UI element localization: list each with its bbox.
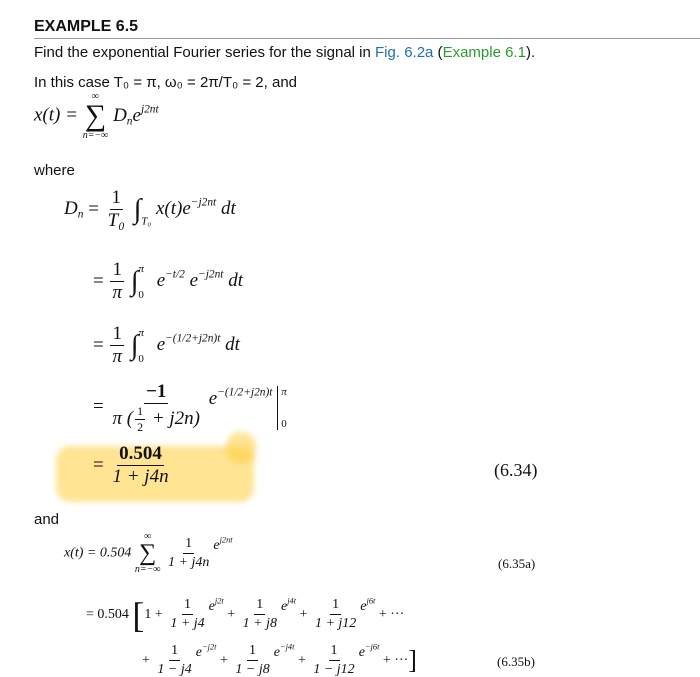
- 635b-term3: $\frac{1}{1 + j12}$: [314, 597, 357, 632]
- equation-line-5: = $\frac{0.504}{1 + j4n}$: [93, 443, 169, 487]
- line3-lower: 0: [138, 352, 144, 365]
- line2-upper: π: [138, 262, 144, 275]
- dn-equation: [64, 188, 236, 232]
- line4-exp: $e^{-(1/2+j2n)t}$: [208, 386, 273, 410]
- 635a-sum: ∞ ∑ n=−∞: [134, 531, 161, 575]
- eq-number-6-35a: (6.35a): [498, 556, 536, 571]
- eq-number-6-35b: (6.35b): [497, 654, 535, 669]
- 635b-lead: = 0.504: [86, 607, 129, 623]
- dn-lhs: $D_n$: [64, 198, 84, 221]
- 635b-term2: $\frac{1}{1 + j8}$: [242, 597, 277, 632]
- 635a-lhs: x(t) = 0.504: [64, 545, 132, 561]
- intro-after: ).: [525, 44, 536, 61]
- sum-symbol: ∞ ∑ n=−∞: [82, 91, 109, 141]
- 635b-term5: $\frac{1}{1 - j8}$: [235, 643, 270, 677]
- line2-fraction: $\frac{1}{\pi}$: [112, 259, 122, 303]
- sum-lower: n=−∞: [82, 129, 109, 141]
- integral-lower: T₀: [141, 215, 152, 228]
- 635b-term1: $\frac{1}{1 + j4}$: [170, 597, 205, 632]
- example-title: EXAMPLE 6.5: [34, 18, 139, 35]
- series-lhs: x(t) =: [34, 104, 78, 126]
- highlight-mark-top: [226, 432, 256, 464]
- eq-number-6-34: (6.34): [494, 460, 538, 480]
- where-label: where: [34, 162, 75, 179]
- 635b-term4: $\frac{1}{1 - j4}$: [157, 643, 192, 677]
- intro-mid: (: [433, 44, 443, 61]
- equation-line-4: = −1 π ( $\frac{1}{2}$ + j2n) $e^{-(1/2+j2n)t}$ π 0: [93, 381, 287, 434]
- intro-before: Find the exponential Fourier series for the signal in: [34, 44, 376, 61]
- series-term: $D_ne^{j2nt}$: [113, 103, 159, 128]
- dn-equals: =: [88, 198, 99, 220]
- dn-integrand: $x(t)e^{-j2nt}$ dt: [155, 196, 236, 220]
- equation-line-3: = $\frac{1}{\pi}$ ∫ π 0 $e^{-(1/2+j2n)t}$ dt: [93, 323, 240, 367]
- figure-link[interactable]: Fig. 6.2a: [375, 44, 434, 61]
- case-line: In this case T₀ = π, ω₀ = 2π/T₀ = 2, and: [34, 74, 298, 91]
- series-equation: [34, 92, 159, 141]
- equation-635b-line1: = 0.504 [1 + $\frac{1}{1 + j4}$ $e^{j2t}$ + $\frac{1}{1 + j8}$ $e^{j4t}$ + $\frac{1}{1 + j12}$ $e^{j6t}$ + ···: [86, 595, 405, 635]
- line3-upper: π: [138, 326, 144, 339]
- integral-symbol: ∫: [133, 193, 142, 225]
- 635a-fraction: $\frac{1}{1 + j4n}$: [168, 535, 210, 570]
- line2-integrand: $e^{-t/2}$ $e^{-j2nt}$ dt: [156, 268, 243, 292]
- line4-fraction: −1 π ( $\frac{1}{2}$ + j2n): [112, 381, 201, 434]
- equation-line-2: = $\frac{1}{\pi}$ ∫ π 0 $e^{-t/2}$ $e^{-j2nt}$ dt: [93, 259, 243, 303]
- and-label: and: [34, 511, 60, 528]
- line5-fraction: $\frac{0.504}{1 + j4n}$: [112, 443, 169, 487]
- sum-upper: ∞: [91, 91, 100, 102]
- example-link[interactable]: Example 6.1: [442, 44, 526, 61]
- 635b-term6: $\frac{1}{1 - j12}$: [313, 643, 355, 677]
- line2-lower: 0: [138, 288, 144, 301]
- line3-fraction: $\frac{1}{\pi}$: [112, 323, 122, 367]
- equation-635b-line2: + $\frac{1}{1 - j4}$ $e^{-j2t}$ + $\frac{1}{1 - j8}$ $e^{-j4t}$ + $\frac{1}{1 - j12}$ $e^{-j6t}$ + ···]: [142, 642, 417, 677]
- header-rule: [34, 38, 700, 39]
- line3-integrand: $e^{-(1/2+j2n)t}$ dt: [156, 332, 240, 356]
- intro-text: [34, 44, 535, 61]
- equation-635a: x(t) = 0.504 ∞ ∑ n=−∞ $\frac{1}{1 + j4n}$ $e^{j2nt}$: [64, 531, 233, 575]
- dn-fraction: $\frac{1}{\text{T₀}}$: [107, 187, 125, 231]
- eval-bar: π 0: [277, 386, 287, 430]
